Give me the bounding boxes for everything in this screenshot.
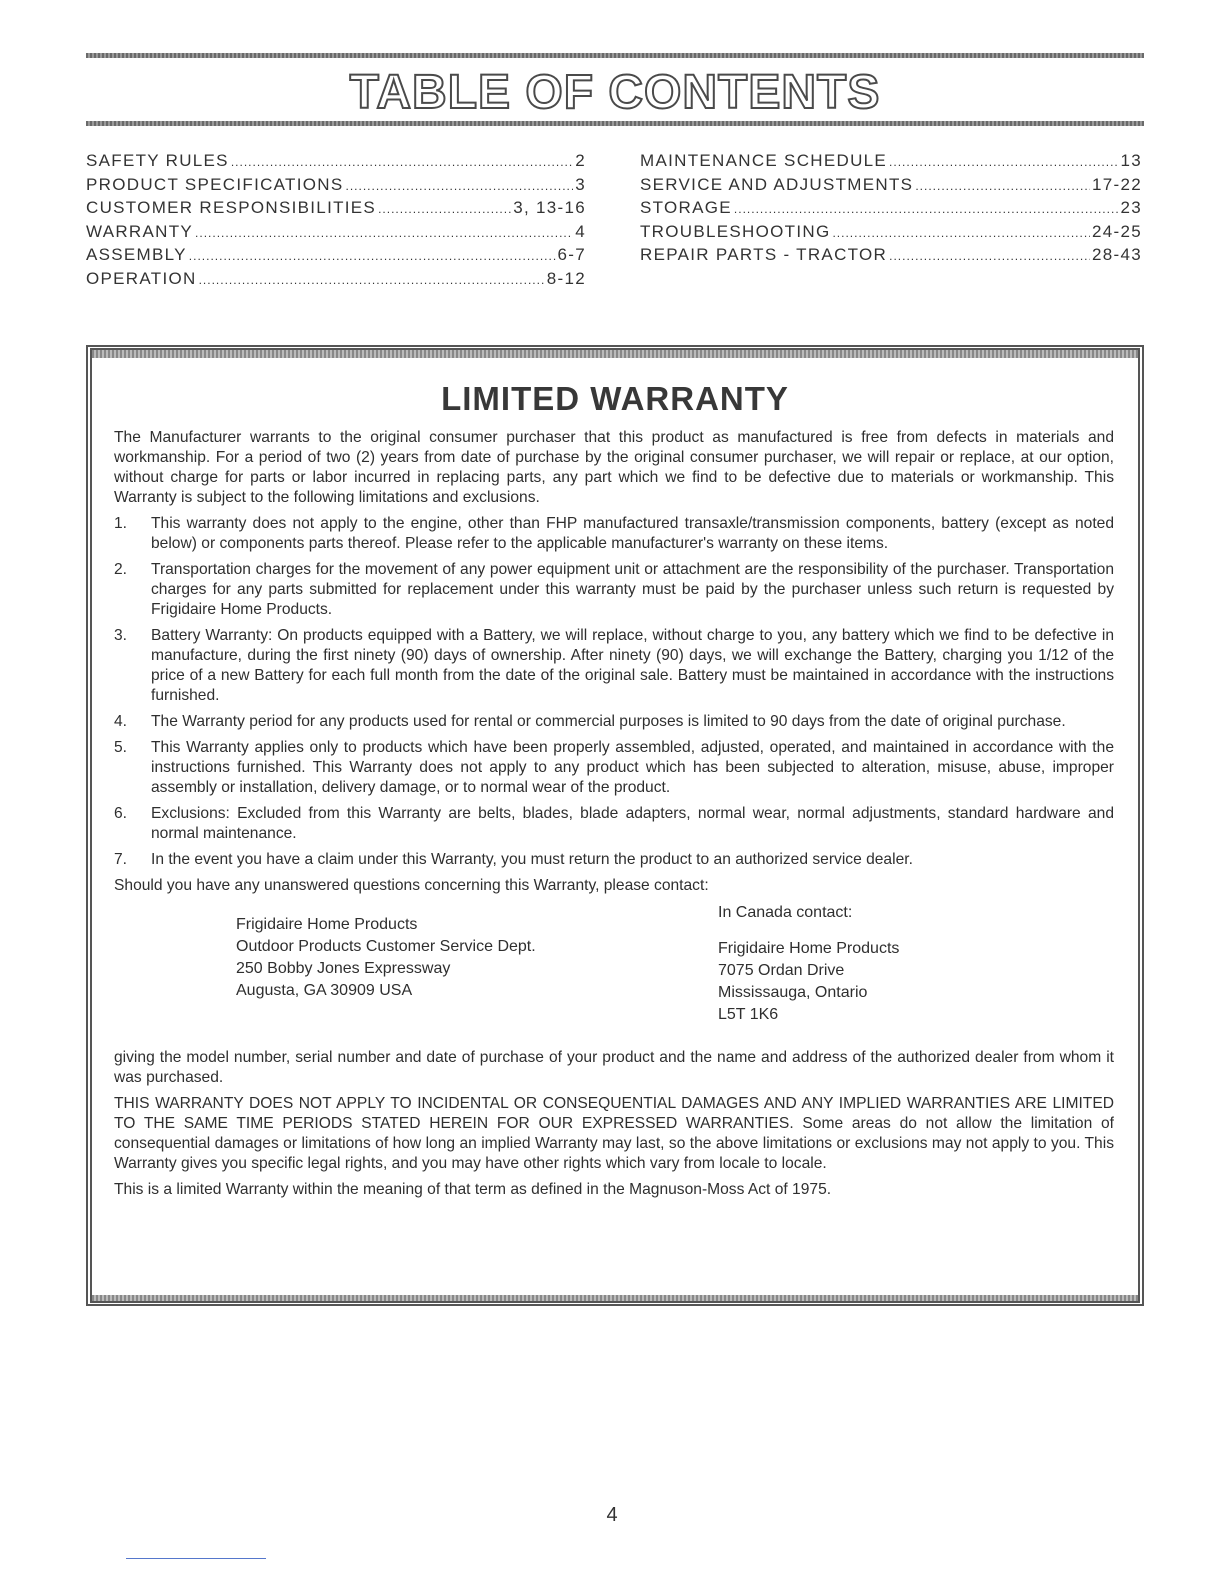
toc-entry[interactable] bbox=[86, 268, 586, 292]
toc-entry-label: STORAGE bbox=[640, 198, 732, 217]
toc-entry-page: 28-43 bbox=[1092, 245, 1142, 264]
toc-entry-page: 3, 13-16 bbox=[513, 198, 586, 217]
warranty-closing: This is a limited Warranty within the meaning of that term as defined in the Magnuson-Moss Act of 1975. bbox=[114, 1181, 832, 1198]
limited-warranty-box bbox=[86, 345, 1144, 1306]
toc-entry-page: 4 bbox=[575, 221, 586, 241]
address-line: 7075 Ordan Drive bbox=[718, 962, 845, 979]
warranty-body bbox=[114, 428, 1114, 1206]
canada-address bbox=[718, 902, 899, 1026]
toc-entry-page: 17-22 bbox=[1092, 174, 1142, 194]
warranty-disclaimer: THIS WARRANTY DOES NOT APPLY TO INCIDENTAL OR CONSEQUENTIAL DAMAGES AND ANY IMPLIED WARRANTIES ARE LIMITED TO THE SAME TIME PERIODS STATED HEREIN FOR OUR EXPRESSED WARRANTIES. Some areas do not allow the limitation of consequential damages or limitations of how long an implied Warranty may last, so the above limitations or exclusions may not apply to you. This Warranty gives you specific legal rights, and you may have other rights which vary from locale to locale. bbox=[114, 1095, 1114, 1172]
list-item bbox=[114, 850, 1114, 870]
toc-entry[interactable] bbox=[86, 197, 586, 221]
toc-entry-page: 3 bbox=[575, 174, 586, 194]
toc-entry-label: SAFETY RULES bbox=[86, 151, 229, 170]
toc-entry-label: MAINTENANCE SCHEDULE bbox=[640, 151, 888, 170]
warranty-conditions-list bbox=[114, 514, 1114, 870]
list-item bbox=[114, 560, 1114, 620]
list-item-number: 3. bbox=[114, 627, 128, 644]
list-item bbox=[114, 712, 1114, 732]
toc-entry-page: 8-12 bbox=[546, 268, 586, 288]
list-item-number: 2. bbox=[114, 561, 128, 578]
canada-heading: In Canada contact: bbox=[718, 904, 853, 921]
toc-entry-label: PRODUCT SPECIFICATIONS bbox=[86, 174, 344, 194]
list-item-number: 6. bbox=[114, 805, 128, 822]
toc-entry[interactable] bbox=[640, 174, 1142, 198]
list-item-text: Exclusions: Excluded from this Warranty are belts, blades, blade adapters, normal wear, normal adjustments, standard hardware and normal maintenance. bbox=[151, 805, 1114, 842]
address-line: Frigidaire Home Products bbox=[236, 916, 418, 933]
address-line: Frigidaire Home Products bbox=[718, 940, 900, 957]
address-line: Augusta, GA 30909 USA bbox=[236, 982, 413, 999]
list-item bbox=[114, 804, 1114, 844]
list-item bbox=[114, 514, 1114, 554]
list-item-text: Transportation charges for the movement of any power equipment unit or attachment are the responsibility of the purchaser. Transportation charges for any parts submitted for replacement under this warranty must be paid by the purchaser unless such return is requested by Frigidaire Home Products. bbox=[151, 561, 1114, 618]
contact-intro: Should you have any unanswered questions concerning this Warranty, please contact: bbox=[114, 877, 709, 894]
warranty-title: LIMITED WARRANTY bbox=[441, 380, 789, 417]
toc-entry-page: 2 bbox=[575, 151, 586, 170]
list-item-text: This warranty does not apply to the engine, other than FHP manufactured transaxle/transmission components, battery (except as noted below) or components parts thereof. Please refer to the applicable manufacturer's warranty on these items. bbox=[151, 515, 1114, 552]
address-line: L5T 1K6 bbox=[718, 1006, 779, 1023]
list-item-text: In the event you have a claim under this Warranty, you must return the product to an authorized service dealer. bbox=[151, 851, 913, 868]
list-item bbox=[114, 626, 1114, 706]
list-item-number: 7. bbox=[114, 851, 128, 868]
toc-entry-label: SERVICE AND ADJUSTMENTS bbox=[640, 174, 914, 194]
toc-title: TABLE OF CONTENTS bbox=[349, 66, 881, 119]
us-address bbox=[236, 914, 536, 1002]
toc-entry-label: REPAIR PARTS - TRACTOR bbox=[640, 245, 888, 264]
giving-details-text: giving the model number, serial number and date of purchase of your product and the name and address of the authorized dealer from whom it was purchased. bbox=[114, 1049, 1114, 1086]
toc-entry-label: CUSTOMER RESPONSIBILITIES bbox=[86, 198, 377, 217]
toc-entry-label: ASSEMBLY bbox=[86, 245, 187, 264]
address-line: Outdoor Products Customer Service Dept. bbox=[236, 938, 536, 955]
toc-entry[interactable] bbox=[86, 244, 586, 268]
toc-entry[interactable] bbox=[86, 150, 586, 174]
toc-entry[interactable] bbox=[86, 174, 586, 198]
address-line: 250 Bobby Jones Expressway bbox=[236, 960, 451, 977]
list-item-text: Battery Warranty: On products equipped with a Battery, we will replace, without charge to you, any battery which we find to be defective in manufacture, during the first ninety (90) days of ownership. After ninety (90) days, we will exchange the Battery, charging you 1/12 of the price of a new Battery for each full month from the date of the original sale. Battery must be maintained in accordance with the instructions furnished. bbox=[151, 627, 1114, 704]
title-bottom-rule bbox=[86, 121, 1144, 126]
footer-line bbox=[126, 1558, 266, 1559]
list-item-number: 5. bbox=[114, 739, 128, 756]
toc-entry-page: 6-7 bbox=[557, 245, 586, 264]
address-line: Mississauga, Ontario bbox=[718, 984, 868, 1001]
list-item bbox=[114, 738, 1114, 798]
toc-entry-label: TROUBLESHOOTING bbox=[640, 221, 831, 241]
toc-entry[interactable] bbox=[86, 221, 586, 245]
toc-entry[interactable] bbox=[640, 221, 1142, 245]
toc-entry[interactable] bbox=[640, 244, 1142, 268]
toc-entry-label: OPERATION bbox=[86, 268, 197, 288]
top-rule bbox=[86, 53, 1144, 58]
toc-entry[interactable] bbox=[640, 197, 1142, 221]
list-item-text: This Warranty applies only to products which have been properly assembled, adjusted, operated, and maintained in accordance with the instructions furnished. This Warranty does not apply to any product which has been subjected to alteration, misuse, abuse, improper assembly or installation, delivery damage, or to normal wear of the product. bbox=[151, 739, 1114, 796]
toc-entry-page: 23 bbox=[1120, 198, 1142, 217]
toc-entry-page: 24-25 bbox=[1092, 221, 1142, 241]
list-item-text: The Warranty period for any products used for rental or commercial purposes is limited to 90 days from the date of original purchase. bbox=[151, 713, 1066, 730]
toc-entry-page: 13 bbox=[1120, 151, 1142, 170]
list-item-number: 4. bbox=[114, 713, 128, 730]
page-number: 4 bbox=[606, 1504, 618, 1526]
warranty-intro: The Manufacturer warrants to the original consumer purchaser that this product as manufactured is free from defects in materials and workmanship. For a period of two (2) years from date of purchase by the original consumer purchaser, we will repair or replace, at our option, without charge for parts or labor incurred in replacing parts, any part which we find to be defective due to materials or workmanship. This Warranty is subject to the following limitations and exclusions. bbox=[114, 429, 1114, 506]
contact-addresses bbox=[114, 902, 1114, 1044]
toc-right-column bbox=[640, 150, 1142, 268]
toc-left-column bbox=[86, 150, 586, 291]
list-item-number: 1. bbox=[114, 515, 128, 532]
toc-entry[interactable] bbox=[640, 150, 1142, 174]
toc-entry-label: WARRANTY bbox=[86, 221, 194, 241]
